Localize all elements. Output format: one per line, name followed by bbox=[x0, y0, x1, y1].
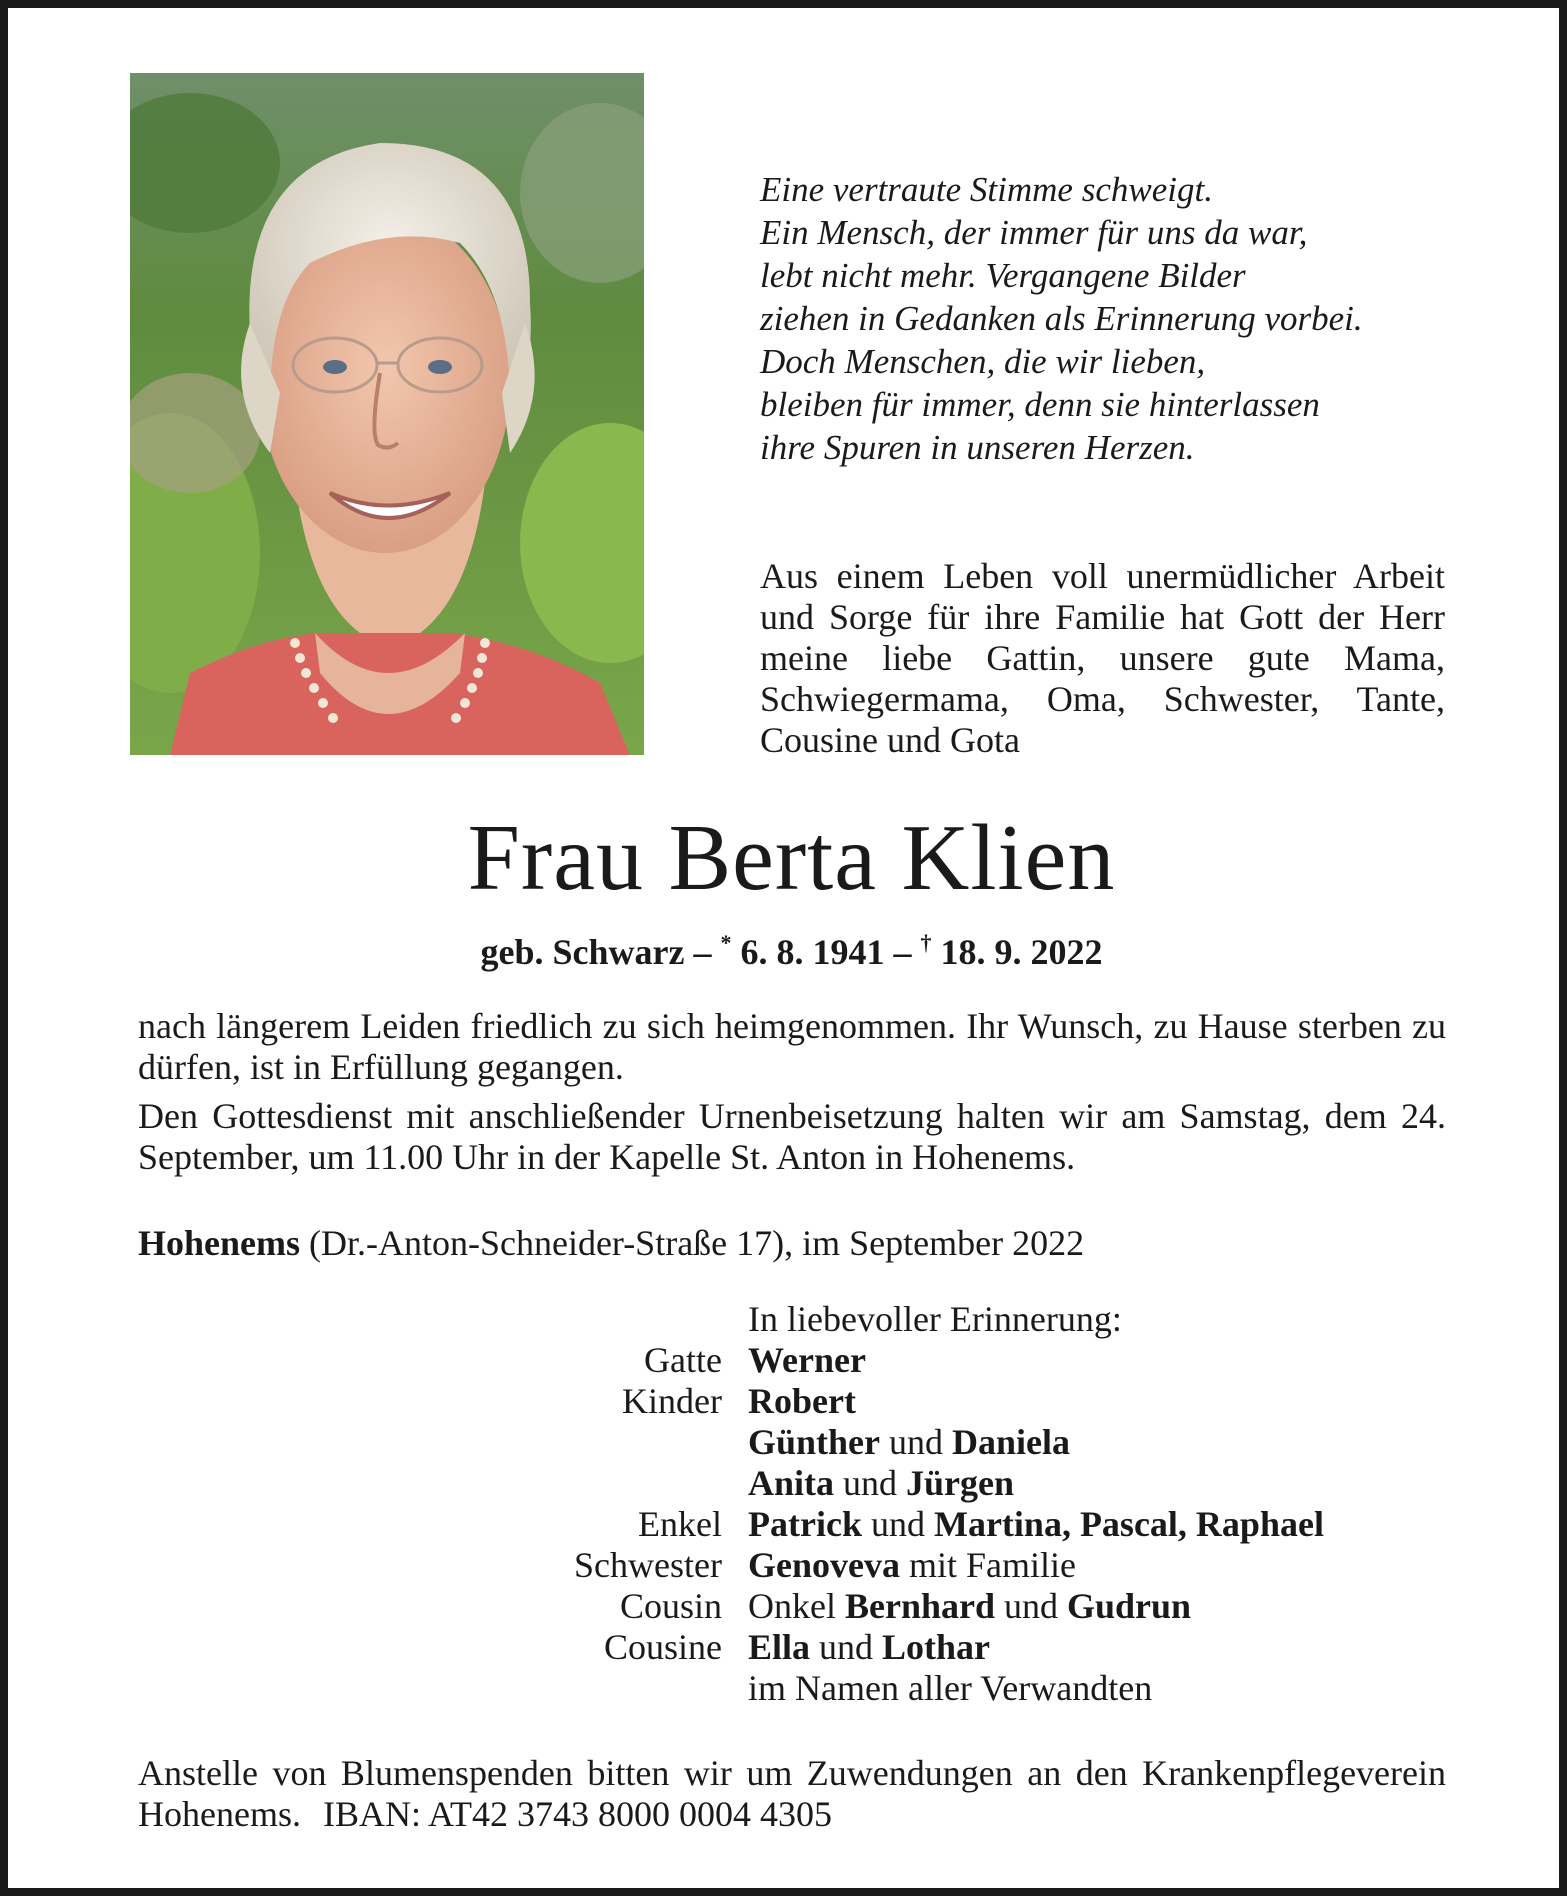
mourner-name: Anita bbox=[748, 1463, 835, 1503]
mourner-name: Patrick bbox=[748, 1504, 862, 1544]
relation-label: Kinder bbox=[622, 1381, 722, 1421]
relation-label: Cousine bbox=[603, 1627, 722, 1667]
portrait-photo bbox=[130, 73, 644, 755]
mourner-name: Lothar bbox=[882, 1627, 991, 1667]
town: Hohenems bbox=[138, 1223, 300, 1263]
connector-text: und bbox=[810, 1627, 883, 1667]
mourner-name: Gudrun bbox=[1067, 1586, 1192, 1626]
birth-symbol: * bbox=[720, 930, 732, 955]
dash: – bbox=[693, 932, 712, 972]
mourner-name: Bernhard bbox=[844, 1586, 995, 1626]
iban: IBAN: AT42 3743 8000 0004 4305 bbox=[322, 1794, 832, 1834]
death-date: 18. 9. 2022 bbox=[940, 932, 1103, 972]
announcement-body bbox=[138, 1006, 1446, 1186]
memorial-poem bbox=[760, 168, 1480, 469]
mourner-name: Robert bbox=[748, 1381, 856, 1421]
mourner-name: Genoveva bbox=[748, 1545, 900, 1585]
mourner-names bbox=[748, 1586, 1191, 1627]
mourner-names bbox=[748, 1504, 1324, 1545]
donation-text: Anstelle von Blumenspenden bitten wir um Zuwendungen an den Krankenpflegeverein Hohenems. bbox=[138, 1753, 1446, 1834]
mourner-row bbox=[8, 1340, 1567, 1381]
mourner-name: Jürgen bbox=[906, 1463, 1015, 1503]
body-paragraph: Den Gottesdienst mit anschließender Urnenbeisetzung halten wir am Samstag, dem 24. September, um 11.00 Uhr in der Kapelle St. Anton in Hohenems. bbox=[138, 1096, 1446, 1177]
mourner-row bbox=[8, 1586, 1567, 1627]
mourner-names bbox=[748, 1381, 856, 1422]
mourners-heading: In liebevoller Erinnerung: bbox=[748, 1299, 1122, 1339]
relation-label: Cousin bbox=[619, 1586, 722, 1626]
life-dates bbox=[8, 920, 1567, 975]
connector-text: im Namen aller Verwandten bbox=[748, 1668, 1153, 1708]
poem-line: Ein Mensch, der immer für uns da war, bbox=[760, 213, 1308, 252]
mourner-name: Daniela bbox=[952, 1422, 1071, 1462]
intro-paragraph: Aus einem Leben voll unermüdlicher Arbeit und Sorge für ihre Familie hat Gott der Herr meine liebe Gattin, unsere gute Mama, Schwiegermama, Oma, Schwester, Tante, Cousine und Gota bbox=[760, 556, 1445, 760]
mourner-names bbox=[748, 1545, 1076, 1586]
mourner-row bbox=[8, 1627, 1567, 1668]
relation-label: Gatte bbox=[644, 1340, 722, 1380]
poem-line: bleiben für immer, denn sie hinterlassen bbox=[760, 385, 1320, 424]
deceased-name: Frau Berta Klien bbox=[467, 806, 1116, 910]
mourner-names bbox=[748, 1422, 1070, 1463]
poem-line: ihre Spuren in unseren Herzen. bbox=[760, 428, 1195, 467]
address-and-date: (Dr.-Anton-Schneider-Straße 17), im September 2022 bbox=[300, 1223, 1085, 1263]
connector-text: mit Familie bbox=[899, 1545, 1076, 1585]
mourner-names bbox=[748, 1463, 1014, 1504]
mourner-row bbox=[8, 1463, 1567, 1504]
connector-text: und bbox=[861, 1504, 934, 1544]
body-paragraph: nach längerem Leiden friedlich zu sich heimgenommen. Ihr Wunsch, zu Hause sterben zu dürfen, ist in Erfüllung gegangen. bbox=[138, 1006, 1446, 1087]
mourner-row bbox=[8, 1545, 1567, 1586]
mourner-names bbox=[748, 1627, 990, 1668]
mourner-name: Werner bbox=[748, 1340, 866, 1380]
mourner-names bbox=[748, 1668, 1152, 1709]
mourner-row bbox=[8, 1381, 1567, 1422]
connector-text: und bbox=[834, 1463, 907, 1503]
maiden-name: geb. Schwarz bbox=[480, 932, 685, 972]
connector-text: Onkel bbox=[748, 1586, 845, 1626]
mourner-row bbox=[8, 1422, 1567, 1463]
relation-label: Enkel bbox=[638, 1504, 722, 1544]
birth-date: 6. 8. 1941 bbox=[740, 932, 885, 972]
mourner-row bbox=[8, 1668, 1567, 1709]
connector-text: und bbox=[880, 1422, 953, 1462]
poem-line: ziehen in Gedanken als Erinnerung vorbei. bbox=[760, 299, 1363, 338]
poem-line: lebt nicht mehr. Vergangene Bilder bbox=[760, 256, 1246, 295]
connector-text: und bbox=[995, 1586, 1067, 1626]
death-symbol: † bbox=[920, 930, 932, 955]
donation-note bbox=[138, 1753, 1446, 1835]
place-and-date bbox=[138, 1223, 1084, 1264]
relation-label: Schwester bbox=[574, 1545, 722, 1585]
mourner-names bbox=[748, 1340, 866, 1381]
poem-line: Doch Menschen, die wir lieben, bbox=[760, 342, 1206, 381]
mourner-name: Günther bbox=[748, 1422, 881, 1462]
dash: – bbox=[893, 932, 912, 972]
mourner-name: Ella bbox=[748, 1627, 811, 1667]
poem-line: Eine vertraute Stimme schweigt. bbox=[760, 170, 1213, 209]
mourner-row bbox=[8, 1504, 1567, 1545]
mourner-name: Martina, Pascal, Raphael bbox=[933, 1504, 1324, 1544]
